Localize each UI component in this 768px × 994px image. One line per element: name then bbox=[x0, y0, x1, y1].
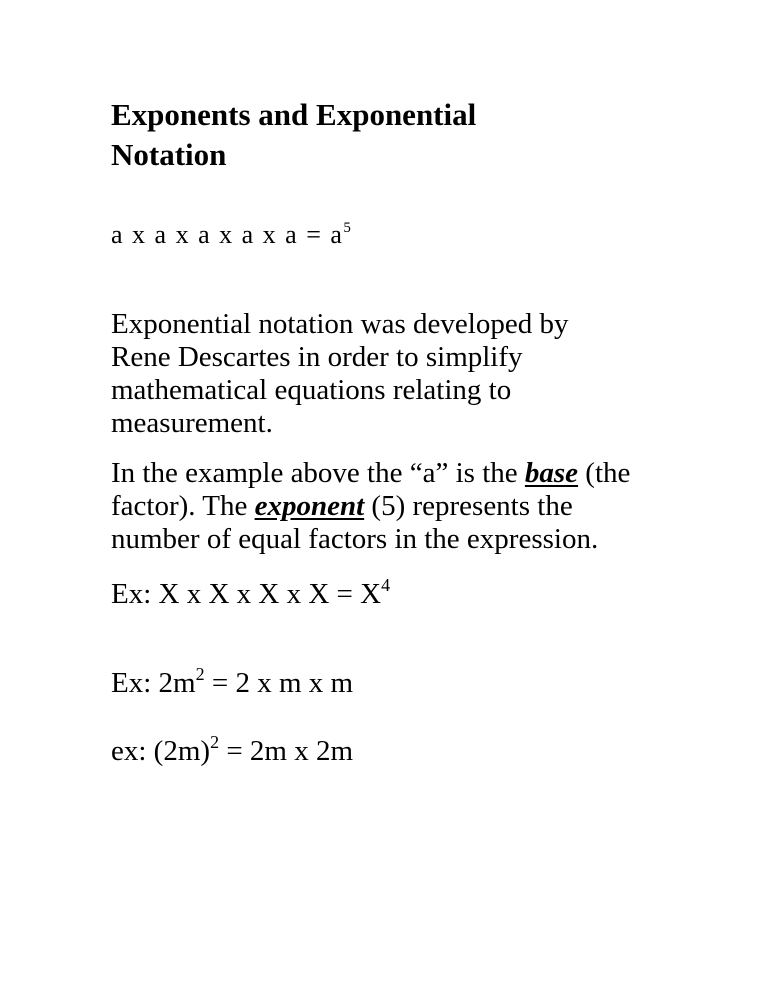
exponent-term: exponent bbox=[254, 490, 365, 522]
title-line-1: Exponents and Exponential bbox=[111, 97, 477, 132]
paragraph2-line-1-end: (the bbox=[578, 457, 631, 489]
paragraph1-line-3: mathematical equations relating to bbox=[111, 374, 512, 406]
example-2-start: Ex: 2m bbox=[111, 667, 196, 699]
descartes-paragraph bbox=[111, 308, 568, 440]
paragraph2-line-2 bbox=[111, 490, 630, 523]
product-expression bbox=[111, 218, 351, 251]
base-exponent-paragraph bbox=[111, 457, 630, 556]
example-2 bbox=[111, 664, 354, 700]
example-1-text: Ex: X x X x X x X = X bbox=[111, 578, 382, 610]
example-3 bbox=[111, 732, 354, 768]
example-2-exponent: 2 bbox=[195, 664, 205, 684]
example-3-start: ex: (2m) bbox=[111, 735, 211, 767]
paragraph1-line-1: Exponential notation was developed by bbox=[111, 308, 569, 340]
page-title bbox=[111, 95, 476, 175]
product-text: a x a x a x a x a = a bbox=[111, 220, 344, 249]
example-2-end: = 2 x m x m bbox=[204, 667, 354, 699]
paragraph2-line-1 bbox=[111, 457, 630, 490]
paragraph1-line-2: Rene Descartes in order to simplify bbox=[111, 341, 523, 373]
paragraph2-line-1-start: In the example above the “a” is the bbox=[111, 457, 525, 489]
paragraph2-line-2-start: factor). The bbox=[111, 490, 255, 522]
base-term: base bbox=[524, 457, 579, 489]
example-1 bbox=[111, 575, 391, 611]
paragraph1-line-4: measurement. bbox=[111, 407, 273, 439]
paragraph2-line-3: number of equal factors in the expression. bbox=[111, 523, 599, 555]
example-3-exponent: 2 bbox=[210, 732, 220, 752]
title-line-2: Notation bbox=[111, 137, 227, 172]
paragraph2-line-2-end: (5) represents the bbox=[364, 490, 573, 522]
product-exponent: 5 bbox=[343, 220, 351, 236]
example-1-exponent: 4 bbox=[381, 575, 391, 595]
example-3-end: = 2m x 2m bbox=[219, 735, 354, 767]
